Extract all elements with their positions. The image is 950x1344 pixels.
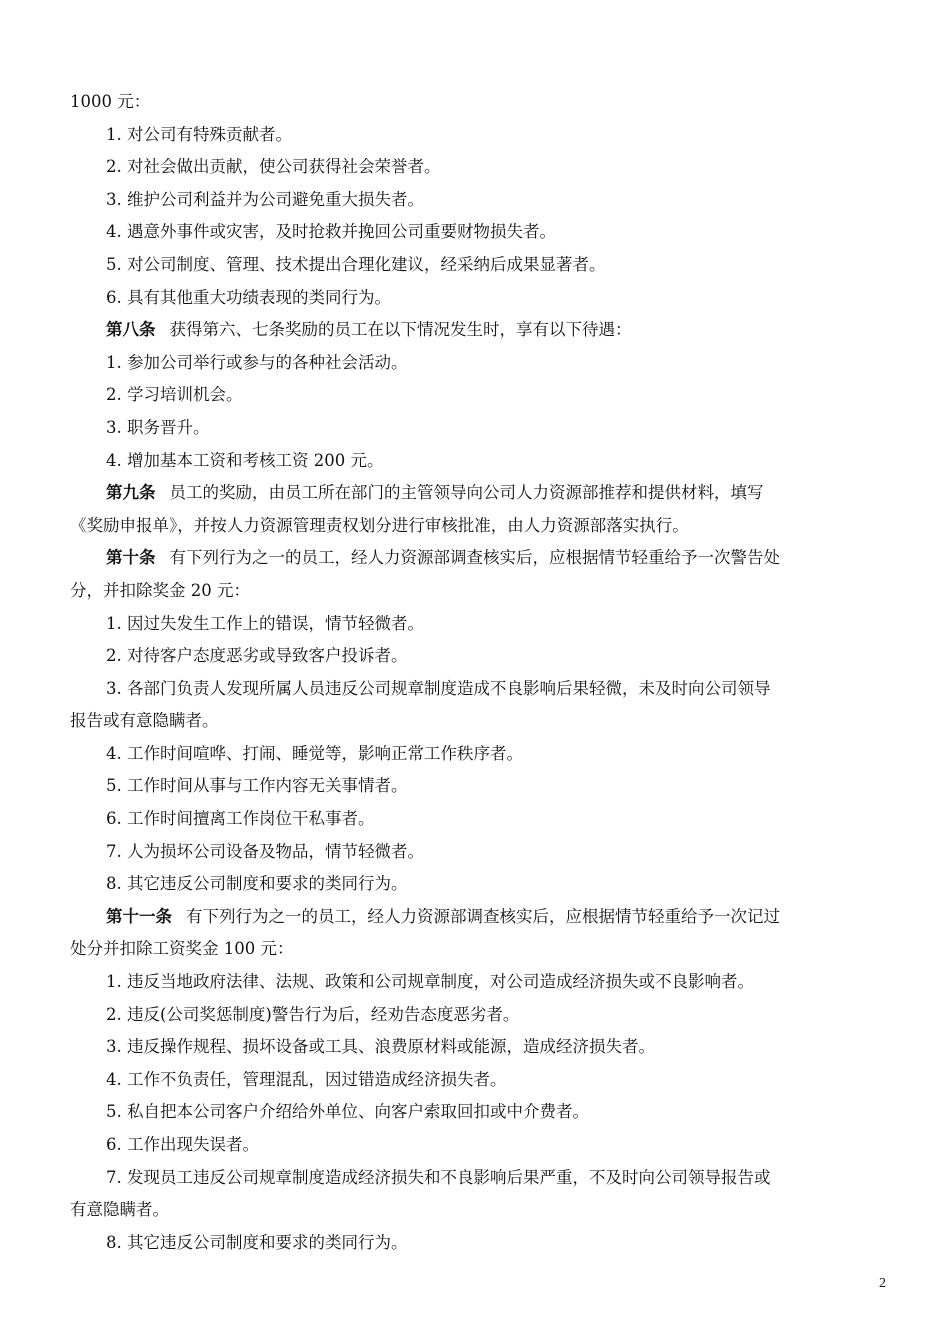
list-item: 4. 工作时间喧哗、打闹、睡觉等，影响正常工作秩序者。: [106, 743, 523, 763]
list-item: 6. 工作时间擅离工作岗位干私事者。: [106, 809, 375, 829]
list-item: 4. 遇意外事件或灾害，及时抢救并挽回公司重要财物损失者。: [106, 222, 556, 242]
list-item: 6. 工作出现失误者。: [106, 1135, 259, 1154]
list-item: 6. 具有其他重大功绩表现的类同行为。: [106, 287, 391, 307]
list-item: 1. 因过失发生工作上的错误，情节轻微者。: [106, 613, 424, 633]
list-item: 2. 对待客户态度恶劣或导致客户投诉者。: [106, 646, 408, 666]
paragraph-line: 有意隐瞒者。: [70, 1200, 169, 1220]
article-text: 有下列行为之一的员工，经人力资源部调查核实后，应根据情节轻重给予一次记过: [186, 906, 780, 926]
list-item: 2. 违反(公司奖惩制度)警告行为后，经劝告态度恶劣者。: [106, 1004, 520, 1024]
article-11: [70, 901, 885, 934]
article-8: [70, 314, 885, 347]
list-item: 7. 人为损坏公司设备及物品，情节轻微者。: [106, 841, 424, 861]
page-number: 2: [879, 1276, 886, 1291]
list-item: 1. 违反当地政府法律、法规、政策和公司规章制度，对公司造成经济损失或不良影响者。: [106, 972, 754, 992]
paragraph-line: 处分并扣除工资奖金 100 元：: [70, 939, 294, 959]
list-item: 1. 参加公司举行或参与的各种社会活动。: [106, 352, 408, 372]
article-text: 获得第六、七条奖励的员工在以下情况发生时，享有以下待遇：: [169, 320, 632, 340]
article-10: [70, 542, 885, 575]
list-item: 7. 发现员工违反公司规章制度造成经济损失和不良影响后果严重，不及时向公司领导报告或: [106, 1167, 771, 1187]
list-item: 3. 各部门负责人发现所属人员违反公司规章制度造成不良影响后果轻微，未及时向公司领导: [106, 678, 771, 698]
article-text: 员工的奖励，由员工所在部门的主管领导向公司人力资源部推荐和提供材料，填写: [169, 483, 764, 503]
paragraph-line: 报告或有意隐瞒者。: [70, 711, 219, 731]
list-item: 4. 增加基本工资和考核工资 200 元。: [106, 450, 384, 470]
list-item: 8. 其它违反公司制度和要求的类同行为。: [106, 874, 408, 894]
list-item: 2. 学习培训机会。: [106, 385, 243, 405]
list-item: 1. 对公司有特殊贡献者。: [106, 124, 292, 144]
paragraph-line: 分，并扣除奖金 20 元：: [70, 580, 250, 600]
list-item: 8. 其它违反公司制度和要求的类同行为。: [106, 1232, 408, 1252]
list-item: 3. 维护公司利益并为公司避免重大损失者。: [106, 189, 424, 209]
article-heading: 第八条: [106, 320, 156, 340]
list-item: 5. 私自把本公司客户介绍给外单位、向客户索取回扣或中介费者。: [106, 1102, 589, 1122]
list-item: 2. 对社会做出贡献，使公司获得社会荣誉者。: [106, 157, 441, 177]
list-item: 3. 违反操作规程、损坏设备或工具、浪费原材料或能源，造成经济损失者。: [106, 1037, 655, 1057]
article-text: 有下列行为之一的员工，经人力资源部调查核实后，应根据情节轻重给予一次警告处: [169, 548, 780, 568]
article-9: [70, 477, 885, 510]
paragraph-line: 《奖励申报单》，并按人力资源管理责权划分进行审核批准，由人力资源部落实执行。: [70, 515, 689, 535]
article-heading: 第十一条: [106, 906, 172, 926]
paragraph-line: 1000 元：: [70, 92, 151, 111]
list-item: 3. 职务晋升。: [106, 417, 210, 437]
list-item: 5. 工作时间从事与工作内容无关事情者。: [106, 776, 408, 796]
list-item: 4. 工作不负责任，管理混乱，因过错造成经济损失者。: [106, 1069, 507, 1089]
article-heading: 第十条: [106, 548, 156, 568]
list-item: 5. 对公司制度、管理、技术提出合理化建议，经采纳后成果显著者。: [106, 254, 606, 274]
article-heading: 第九条: [106, 483, 156, 503]
document-body: [70, 86, 885, 1259]
